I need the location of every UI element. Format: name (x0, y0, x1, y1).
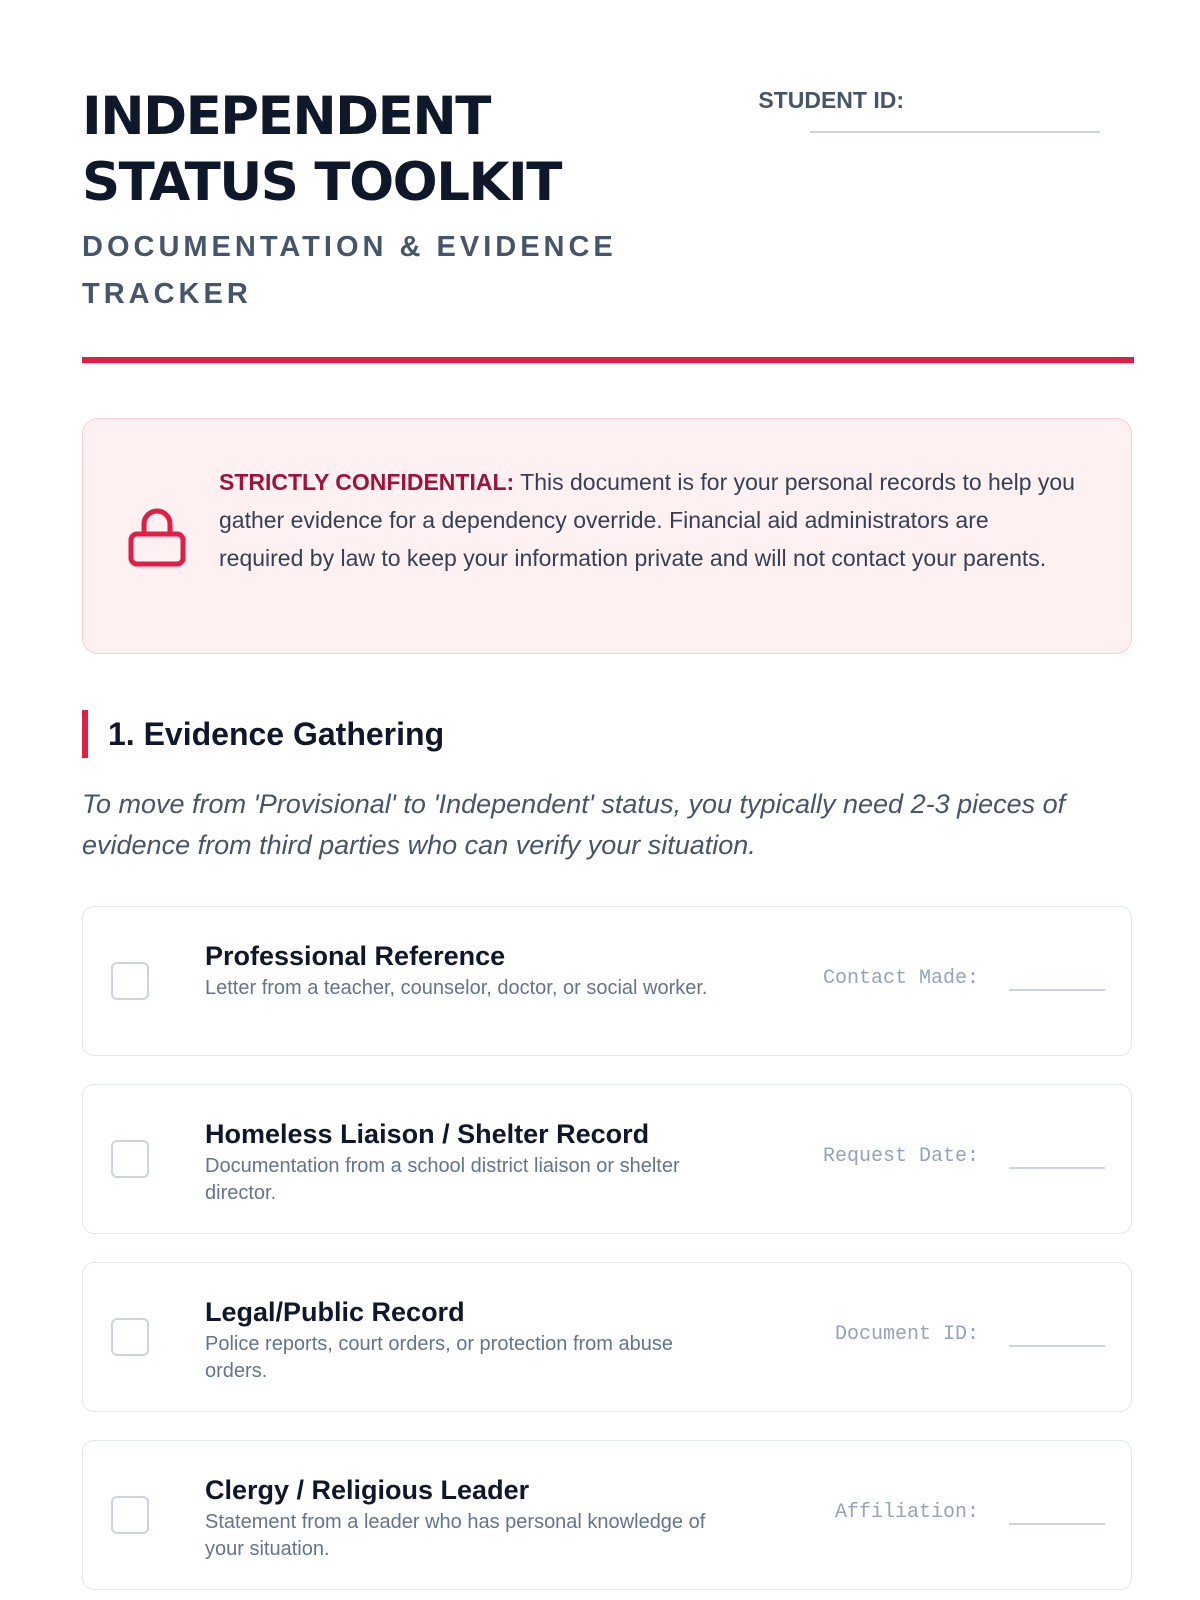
evidence-item-homeless-liaison (82, 1084, 1132, 1234)
evidence-field-label: Document ID: (834, 1323, 979, 1346)
student-id-label: STUDENT ID: (758, 87, 904, 113)
section-heading (82, 710, 1134, 758)
evidence-description: Police reports, court orders, or protection from abuse orders. (205, 1333, 673, 1382)
evidence-checkbox[interactable] (111, 1318, 149, 1356)
document-header (82, 84, 1134, 364)
evidence-title: Legal/Public Record (205, 1297, 465, 1327)
confidential-notice (82, 418, 1132, 654)
document-page (82, 0, 1134, 1600)
document-subtitle: DOCUMENTATION & EVIDENCE TRACKER (82, 231, 617, 310)
evidence-field-input[interactable] (1009, 1523, 1105, 1525)
evidence-item-clergy-religious-leader (82, 1440, 1132, 1590)
evidence-description: Statement from a leader who has personal knowledge of your situation. (205, 1511, 706, 1560)
evidence-checkbox[interactable] (111, 1140, 149, 1178)
evidence-field-label: Request Date: (822, 1145, 979, 1168)
evidence-item-legal-public-record (82, 1262, 1132, 1412)
evidence-field-input[interactable] (1009, 989, 1105, 991)
section-title: 1. Evidence Gathering (108, 716, 445, 752)
evidence-item-professional-reference (82, 906, 1132, 1056)
confidential-text (219, 463, 1079, 577)
evidence-description: Documentation from a school district liaison or shelter director. (205, 1155, 680, 1204)
document-title (82, 84, 702, 216)
evidence-title: Clergy / Religious Leader (205, 1475, 530, 1505)
evidence-description: Letter from a teacher, counselor, doctor, or social worker. (205, 977, 708, 999)
confidential-label: STRICTLY CONFIDENTIAL: (219, 469, 515, 495)
evidence-checkbox[interactable] (111, 962, 149, 1000)
header-divider (82, 357, 1134, 363)
evidence-title: Homeless Liaison / Shelter Record (205, 1119, 650, 1149)
evidence-title: Professional Reference (205, 941, 506, 971)
lock-icon (127, 505, 187, 567)
title-line-1: INDEPENDENT (82, 86, 490, 147)
confidential-body: This document is for your personal records to help you gather evidence for a dependency override. Financial aid administrators are required by law to keep your information private and will not contact your parents. (219, 469, 1075, 571)
title-line-2: STATUS TOOLKIT (82, 152, 561, 213)
section-intro: To move from 'Provisional' to 'Independent' status, you typically need 2-3 pieces of evidence from third parties who can verify your situation. (82, 789, 1066, 860)
evidence-checkbox[interactable] (111, 1496, 149, 1534)
evidence-field-input[interactable] (1009, 1167, 1105, 1169)
evidence-field-label: Contact Made: (822, 967, 979, 990)
section-accent-bar (82, 710, 88, 758)
student-id-field[interactable] (810, 131, 1100, 133)
evidence-field-input[interactable] (1009, 1345, 1105, 1347)
evidence-field-label: Affiliation: (834, 1501, 979, 1524)
